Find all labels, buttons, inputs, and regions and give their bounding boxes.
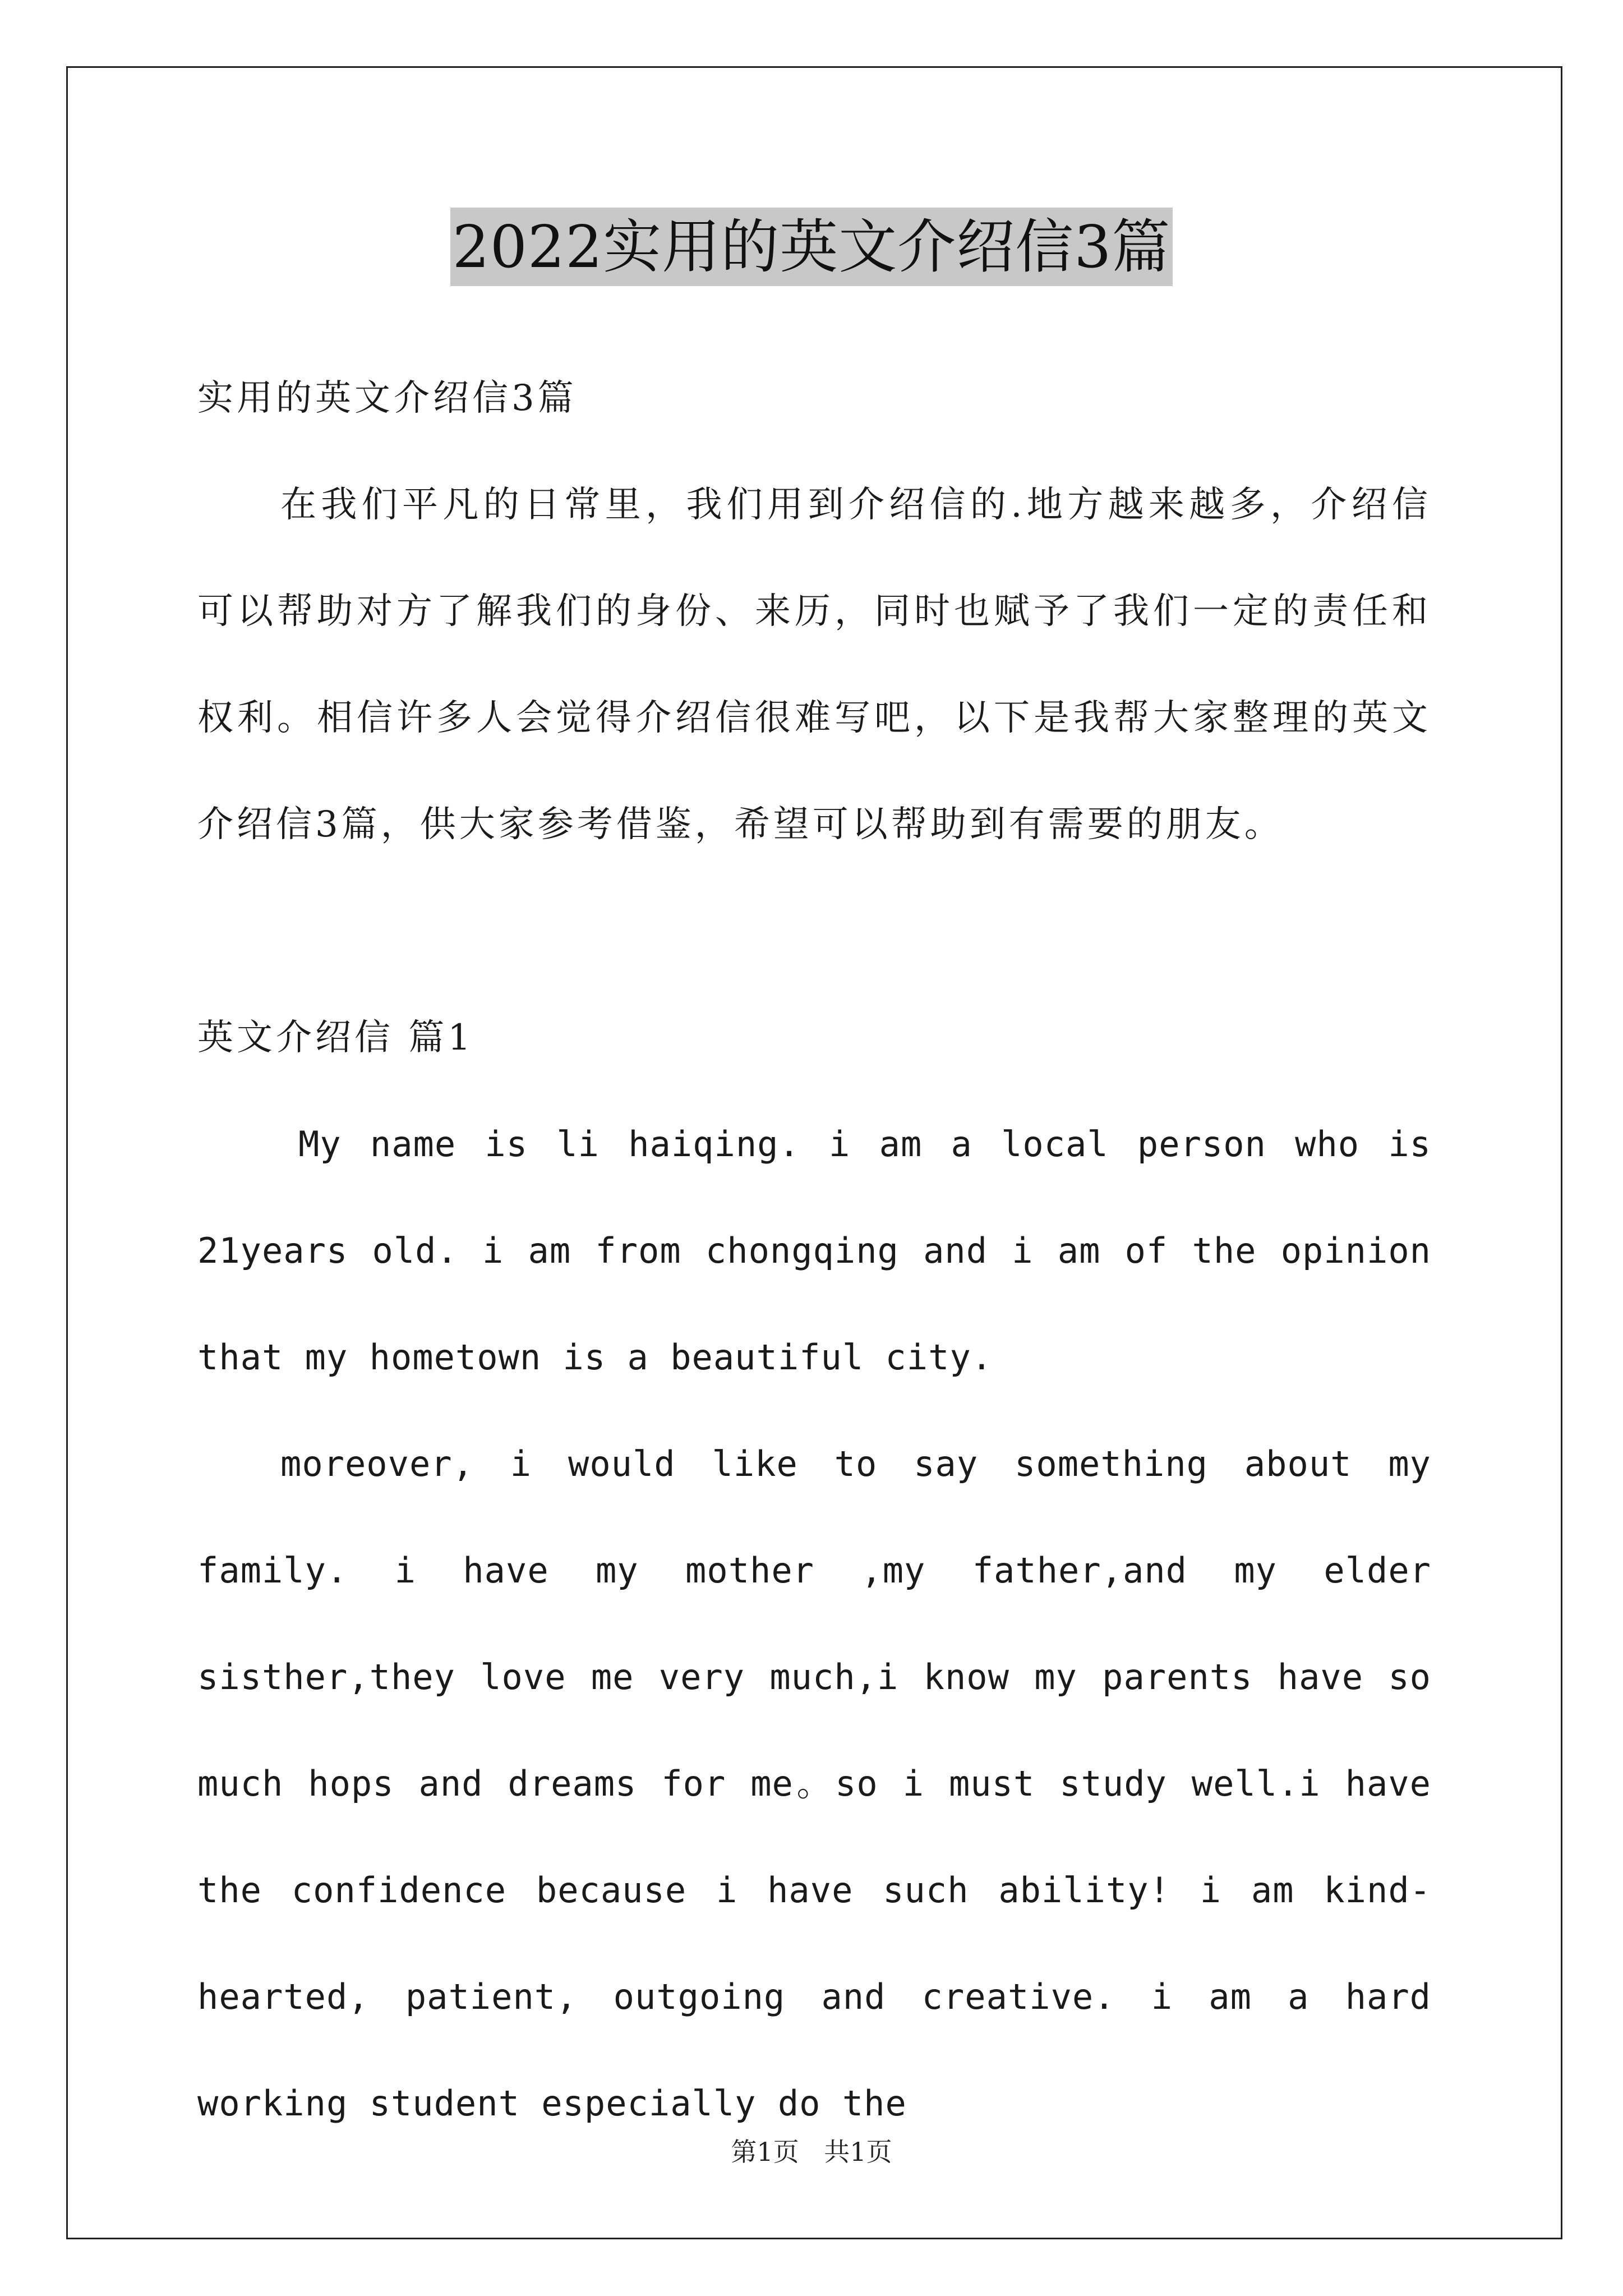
- page-footer: 第1页 共1页: [731, 2137, 892, 2167]
- document-title: 2022实用的英文介绍信3篇: [450, 208, 1173, 286]
- intro-paragraph: 在我们平凡的日常里，我们用到介绍信的.地方越来越多，介绍信可以帮助对方了解我们的身份、来历，同时也赋予了我们一定的责任和权利。相信许多人会觉得介绍信很难写吧，以下是我帮大家整理的英文介绍信3篇，供大家参考借鉴，希望可以帮助到有需要的朋友。: [197, 484, 1431, 845]
- spacer: [197, 878, 1431, 984]
- document-body: [197, 345, 1431, 2157]
- body-paragraph-1: My name is li haiqing. i am a local person who is 21years old. i am from chongqing and i am of the opinion that my hometown is a beautiful city.: [197, 1124, 1431, 1378]
- document-subtitle: 实用的英文介绍信3篇: [197, 378, 577, 419]
- title-container: [0, 208, 1623, 286]
- body-paragraph-2: moreover, i would like to say something about my family. i have my mother ,my father,and my elder sisther,they love me very much,i know my parents have so much hops and dreams for me。so i must study well.i have the confidence because i have such ability! i am kind-hearted, patient, outgoing and creative. i am a hard working student especially do the: [197, 1443, 1431, 2124]
- section-heading: 英文介绍信 篇1: [197, 1017, 474, 1059]
